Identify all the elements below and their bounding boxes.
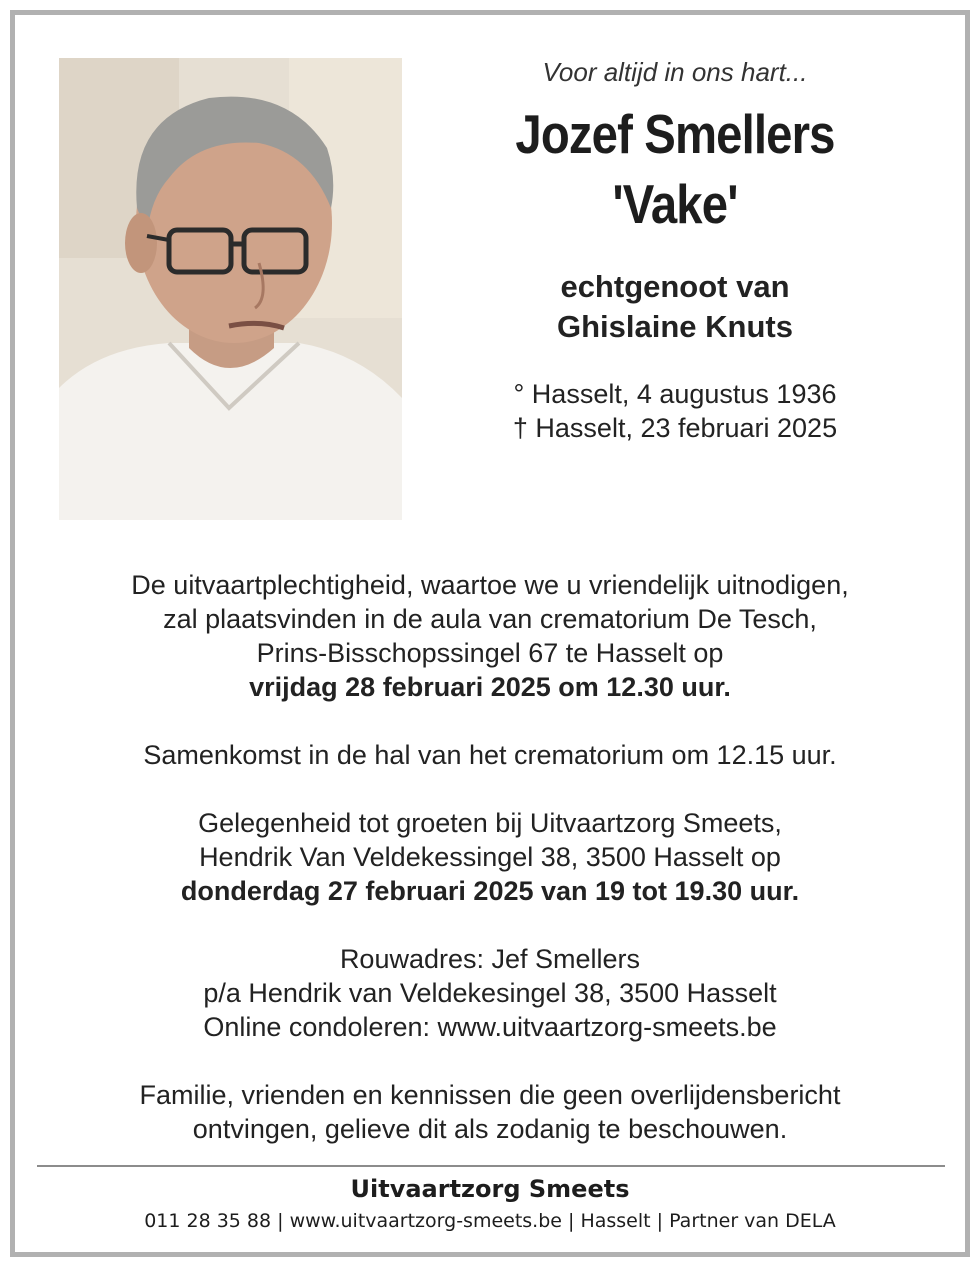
contact-line-3: Online condoleren: www.uitvaartzorg-smeets.be [203, 1012, 777, 1042]
visitation-line-2: Hendrik Van Veldekessingel 38, 3500 Hasselt op [199, 842, 781, 872]
gathering-line-1: Samenkomst in de hal van het crematorium om 12.15 uur. [143, 740, 837, 770]
header-block [415, 55, 935, 445]
company-name: Uitvaartzorg Smeets [350, 1175, 630, 1203]
deceased-name [451, 99, 898, 239]
funeral-paragraph [30, 568, 950, 704]
footer-divider [37, 1165, 945, 1167]
name-line-2: 'Vake' [612, 173, 738, 235]
announcement-body [30, 568, 950, 1180]
contact-line-1: Rouwadres: Jef Smellers [339, 944, 641, 974]
visitation-paragraph [30, 806, 950, 908]
company-details: 011 28 35 88 | www.uitvaartzorg-smeets.be | Hasselt | Partner van DELA [144, 1210, 836, 1232]
birth-date: ° Hasselt, 4 augustus 1936 [513, 379, 837, 409]
notice-line-2: ontvingen, gelieve dit als zodanig te beschouwen. [192, 1114, 788, 1144]
contact-paragraph [30, 942, 950, 1044]
funeral-datetime: vrijdag 28 februari 2025 om 12.30 uur. [249, 672, 731, 702]
obituary-card [10, 10, 970, 1257]
notice-line-1: Familie, vrienden en kennissen die geen overlijdensbericht [139, 1080, 841, 1110]
visitation-line-1: Gelegenheid tot groeten bij Uitvaartzorg Smeets, [198, 808, 782, 838]
gathering-paragraph [30, 738, 950, 772]
spouse-line-2: Ghislaine Knuts [557, 309, 793, 344]
death-date: † Hasselt, 23 februari 2025 [512, 413, 838, 443]
funeral-line-1: De uitvaartplechtigheid, waartoe we u vriendelijk uitnodigen, [131, 570, 849, 600]
funeral-line-3: Prins-Bisschopssingel 67 te Hasselt op [256, 638, 724, 668]
visitation-datetime: donderdag 27 februari 2025 van 19 tot 19.30 uur. [180, 876, 800, 906]
life-dates [415, 377, 935, 445]
tagline: Voor altijd in ons hart... [542, 57, 808, 87]
notice-paragraph [30, 1078, 950, 1146]
portrait-photo [59, 58, 402, 520]
name-line-1: Jozef Smellers [515, 103, 835, 165]
spouse-block [415, 267, 935, 347]
funeral-line-2: zal plaatsvinden in de aula van crematorium De Tesch, [163, 604, 817, 634]
footer [30, 1173, 950, 1237]
spouse-line-1: echtgenoot van [560, 269, 790, 304]
contact-line-2: p/a Hendrik van Veldekesingel 38, 3500 Hasselt [203, 978, 777, 1008]
